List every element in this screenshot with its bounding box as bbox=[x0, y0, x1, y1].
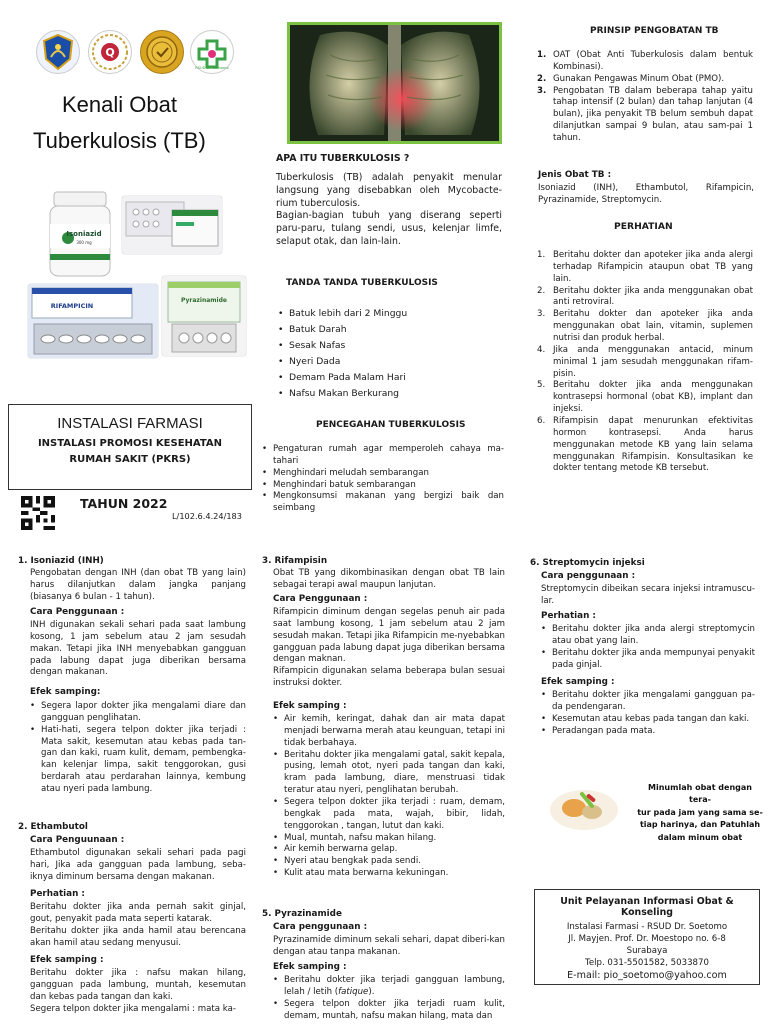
page-title-line2: Tuberkulosis (TB) bbox=[33, 128, 206, 153]
rifampicin-label: RIFAMPICIN bbox=[50, 302, 94, 310]
svg-text:Q: Q bbox=[105, 46, 115, 59]
contact-title: Unit Pelayanan Informasi Obat & Konseling bbox=[560, 896, 734, 918]
drug3-intro: Obat TB yang dikombinasikan dengan obat TB lain sebagai terapi awal maupun lanjutan. bbox=[273, 568, 505, 590]
hospital-logo-caption: RSUD Dr. Soetomo bbox=[195, 66, 229, 70]
list-item: • Pengaturan rumah agar memperoleh cahaya ma-tahari bbox=[262, 444, 504, 468]
drug2-perhatian: Beritahu dokter jika anda pernah sakit ginjal, gout, penyakit pada mata seperti katarak. Beritahu dokter jika anda hamil atau berencana akan hamil atau sedang menyusui. bbox=[30, 902, 246, 948]
drug2-perhatian-heading: Perhatian : bbox=[30, 889, 85, 899]
list-item: • Kulit atau mata berwarna kekuningan. bbox=[273, 868, 505, 880]
apa-itu-heading: APA ITU TUBERKULOSIS ? bbox=[276, 153, 410, 164]
contact-phone: Telp. 031-5501582, 5033870 bbox=[585, 957, 709, 968]
pyrazinamide-box-image bbox=[162, 276, 246, 356]
lung-xray-image bbox=[287, 22, 502, 144]
drug1-efek-heading: Efek samping: bbox=[30, 687, 101, 697]
list-item: • Batuk Darah bbox=[278, 322, 498, 338]
pencegahan-list bbox=[262, 444, 504, 515]
instalasi-title: INSTALASI FARMASI bbox=[57, 415, 203, 432]
list-item: 2. Beritahu dokter jika anda menggunakan obat anti retroviral. bbox=[537, 285, 753, 308]
list-item: • Segera telpon dokter jika terjadi ruam kulit, demam, muntah, nafsu makan hilang, mata dan bbox=[273, 999, 505, 1023]
drug2-efek: Beritahu dokter jika : nafsu makan hilang, gangguan pada lambung, muntah, kesemutan dan kebas pada tangan dan kaki. Segera telpon dokter jika mengalami : mata ka- bbox=[30, 968, 246, 1014]
list-item: • Demam Pada Malam Hari bbox=[278, 370, 498, 386]
list-item: • Beritahu dokter jika terjadi gangguan lambung, lelah / letih (fatique). bbox=[273, 975, 505, 999]
rifampicin-box-image bbox=[28, 284, 158, 358]
list-item: 3. Pengobatan TB dalam beberapa tahap yaitu tahap intensif (2 bulan) dan tahap lanjutan (4 bulan), jika penyakit TB belum sembuh dapat dilanjutkan sampai 9 bulan, atau sam-pai 1 tahun. bbox=[537, 85, 753, 144]
apa-itu-p2: Bagian-bagian tubuh yang diserang seperti paru-paru, tulang sendi, usus, kelenjar limfe, selaput otak, dan lain-lain. bbox=[276, 210, 502, 247]
prinsip-heading: PRINSIP PENGOBATAN TB bbox=[590, 26, 719, 36]
drug2-cara-heading: Cara Penguunaan : bbox=[30, 835, 125, 845]
drug5-efek-heading: Efek samping : bbox=[273, 962, 347, 972]
drug1-efek-list bbox=[30, 701, 246, 796]
drug6-perhatian-list bbox=[541, 624, 755, 671]
drug5-cara: Pyrazinamide diminum sekali sehari, dapat diberi-kan dengan atau tanpa makanan. bbox=[273, 935, 505, 957]
isoniazid-label: Isoniazid bbox=[66, 230, 102, 238]
jenis-text: Isoniazid (INH), Ethambutol, Rifampicin, Pyrazinamide, Streptomycin. bbox=[538, 183, 754, 205]
medicine-pills-image bbox=[548, 786, 620, 832]
list-item: • Nafsu Makan Berkurang bbox=[278, 386, 498, 402]
list-item: 4. Jika anda menggunakan antacid, minum minimal 1 jam sesudah menggunakan rifam-pisin. bbox=[537, 344, 753, 379]
list-item: • Air kemih berwarna gelap. bbox=[273, 844, 505, 856]
drug6-cara: Streptomycin dibeikan secara injeksi intramuscu-lar. bbox=[541, 584, 755, 606]
list-item: 2. Gunakan Pengawas Minum Obat (PMO). bbox=[537, 73, 725, 84]
qr-code bbox=[20, 496, 56, 530]
hospital-logo-icon bbox=[190, 30, 234, 74]
list-item: • Segera telpon dokter jika terjadi : ruam, demam, bengkak pada mata, wajah, bibir, lidah, tenggorokan , tangan, lutut dan kaki. bbox=[273, 797, 505, 833]
drug3-cara-heading: Cara Penggunaan : bbox=[273, 594, 368, 604]
drug3-efek-heading: Efek samping : bbox=[273, 701, 347, 711]
tip-text: Minumlah obat dengan tera- tur pada jam yang sama se- tiap harinya, dan Patuhlah dalam minum obat bbox=[637, 783, 763, 842]
drug5-cara-heading: Cara penggunaan : bbox=[273, 922, 368, 932]
contact-email: E-mail: pio_soetomo@yahoo.com bbox=[567, 970, 727, 982]
drug1-intro: Pengobatan dengan INH (dan obat TB yang lain) harus dilanjutkan dalam jangka panjang (biasanya 6 bulan - 1 tahun). bbox=[30, 568, 246, 602]
apa-itu-body bbox=[276, 172, 502, 249]
list-item: 1. Beritahu dokter dan apoteker jika anda alergi terhadap Rifampicin ataupun obat TB yang lain. bbox=[537, 250, 753, 284]
tanda-heading: TANDA TANDA TUBERKULOSIS bbox=[286, 278, 438, 288]
instalasi-year: TAHUN 2022 bbox=[80, 496, 168, 511]
list-item: • Hati-hati, segera telpon dokter jika terjadi : Mata sakit, kesemutan atau kebas pada tan-gan dan kaki, ruam kulit, demam, pembengka-kan kelenjar limpa, sakit tenggorokan, gusi berdarah atau perdarahan lainnya, kembung atau nyeri pada lambung. bbox=[30, 725, 246, 796]
drug1-cara: INH digunakan sekali sehari pada saat lambung kosong, 1 jam sebelum atau 2 jam sesudah makan. Tetapi jika INH menyebabkan gangguan pada labung dapat juga diberikan bersama dengan makanan. bbox=[30, 620, 246, 678]
jawa-timur-crest-icon bbox=[36, 30, 80, 74]
drug3-title: 3. Rifampisin bbox=[262, 556, 328, 566]
contact-line: Instalasi Farmasi - RSUD Dr. Soetomo bbox=[566, 922, 728, 932]
instalasi-box bbox=[8, 404, 252, 490]
isoniazid-bottle-image bbox=[44, 188, 116, 280]
drug2-cara: Ethambutol digunakan sekali sehari pada pagi hari, Jika ada gangguan pada lambung, seba-iknya diminum bersama dengan makanan. bbox=[30, 848, 246, 882]
pyrazinamide-label: Pyrazinamide bbox=[181, 297, 227, 304]
drug6-efek-heading: Efek samping : bbox=[541, 677, 615, 687]
drug6-title: 6. Streptomycin injeksi bbox=[530, 558, 645, 568]
award-seal-icon bbox=[88, 30, 132, 74]
drug3-cara: Rifampicin diminum dengan segelas penuh air pada saat lambung kosong, 1 jam sebelum atau 2 jam sesudah makan. Tetapi jika Rifampicin me-nyebabkan gangguan pada labung dapat juga diberikan bersama dengan maknan. Rifampicin digunakan selama beberapa bulan sesuai instruksi dokter. bbox=[273, 607, 505, 689]
tablet-strip-box-image bbox=[122, 196, 222, 254]
list-item: 6. Rifampisin dapat menurunkan efektivitas hormon kontrasepsi. Anda harus menggunakan metode KB yang lain selama menggunakan Rifampisin. Konsultasikan ke dokter tentang metode KB tersebut. bbox=[537, 416, 753, 474]
gold-medal-icon bbox=[140, 30, 184, 74]
drug6-cara-heading: Cara penggunaan : bbox=[541, 571, 636, 581]
contact-line: Surabaya bbox=[626, 945, 668, 956]
list-item: 1. OAT (Obat Anti Tuberkulosis dalam bentuk Kombinasi). bbox=[537, 50, 753, 72]
list-item: 5. Beritahu dokter jika anda menggunakan kontrasepsi hormonal (obat KB), implant dan injeksi. bbox=[537, 380, 753, 415]
list-item: • Mengkonsumsi makanan yang bergizi baik dan seimbang bbox=[262, 491, 504, 515]
drug3-efek-list bbox=[273, 714, 505, 880]
list-item: • Nyeri atau bengkak pada sendi. bbox=[273, 856, 505, 868]
list-item: • Batuk lebih dari 2 Minggu bbox=[278, 306, 498, 322]
document-code: L/102.6.4.24/183 bbox=[172, 511, 242, 521]
apa-itu-p1: Tuberkulosis (TB) adalah penyakit menular langsung yang disebabkan oleh Mycobacte-rium tuberculosis. bbox=[276, 172, 502, 209]
list-item: • Beritahu dokter jika anda alergi streptomycin atau obat yang lain. bbox=[541, 624, 755, 648]
isoniazid-dose: 300 mg bbox=[76, 240, 92, 245]
list-item: • Menghindari meludah sembarangan bbox=[262, 468, 504, 480]
list-item: • Segera lapor dokter jika mengalami diare dan gangguan penglihatan. bbox=[30, 701, 246, 725]
list-item: 3. Beritahu dokter dan apoteker jika anda menggunakan obat lain, vitamin, suplemen nutrisi dan produk herbal. bbox=[537, 309, 753, 344]
drug1-cara-heading: Cara Penggunaan : bbox=[30, 607, 125, 617]
jenis-heading: Jenis Obat TB : bbox=[538, 170, 612, 180]
page-title-line1: Kenali Obat bbox=[62, 92, 177, 117]
drug2-efek-heading: Efek samping : bbox=[30, 955, 104, 965]
list-item: • Beritahu dokter jika anda mempunyai penyakit pada ginjal. bbox=[541, 648, 755, 672]
list-item: • Beritahu dokter jika mengalami gangguan pa-da pendengaran. bbox=[541, 690, 755, 714]
perhatian-heading: PERHATIAN bbox=[614, 221, 673, 232]
drug2-title: 2. Ethambutol bbox=[18, 822, 88, 832]
list-item: • Sesak Nafas bbox=[278, 338, 498, 354]
instalasi-sub1: INSTALASI PROMOSI KESEHATAN bbox=[37, 438, 223, 449]
list-item: • Beritahu dokter jika mengalami gatal, sakit kepala, pusing, lemah otot, nyeri pada tangan dan kaki, kram pada lambung, diare, menstruasi tidak teratur atau nyeri, penglihatan berubah. bbox=[273, 750, 505, 797]
drug5-efek-list bbox=[273, 975, 505, 1022]
list-item: • Menghindari batuk sembarangan bbox=[262, 480, 504, 492]
prinsip-list bbox=[537, 50, 753, 145]
tanda-list bbox=[278, 306, 498, 402]
list-item: • Kesemutan atau kebas pada tangan dan kaki. bbox=[541, 714, 755, 726]
contact-box bbox=[534, 889, 760, 985]
drug6-efek-list bbox=[541, 690, 755, 737]
pencegahan-heading: PENCEGAHAN TUBERKULOSIS bbox=[316, 420, 466, 430]
list-item: • Peradangan pada mata. bbox=[541, 726, 755, 738]
list-item: • Mual, muntah, nafsu makan hilang. bbox=[273, 833, 505, 845]
list-item: • Air kemih, keringat, dahak dan air mata dapat menjadi berwarna merah atau keunguan, tetapi ini tidak berbahaya. bbox=[273, 714, 505, 750]
list-item: • Nyeri Dada bbox=[278, 354, 498, 370]
drug6-perhatian-heading: Perhatian : bbox=[541, 611, 596, 621]
contact-line: Jl. Mayjen. Prof. Dr. Moestopo no. 6-8 bbox=[568, 933, 726, 944]
instalasi-sub2: RUMAH SAKIT (PKRS) bbox=[69, 454, 191, 465]
perhatian-list bbox=[537, 250, 753, 475]
drug1-title: 1. Isoniazid (INH) bbox=[18, 556, 104, 566]
drug5-title: 5. Pyrazinamide bbox=[262, 909, 342, 919]
